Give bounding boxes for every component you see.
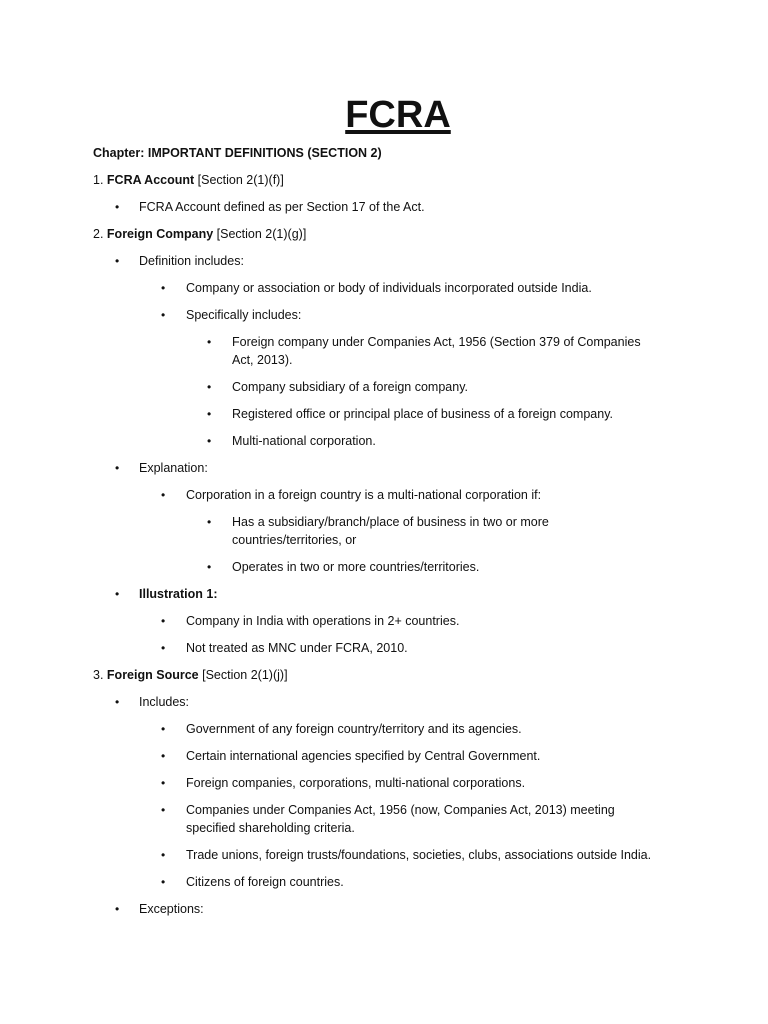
list-item: [93, 801, 636, 837]
list-item-text: Company subsidiary of a foreign company.: [232, 380, 468, 394]
bullet-icon: •: [115, 695, 120, 709]
document-page: [93, 92, 693, 927]
list-item: [93, 198, 693, 216]
list-item-text: Registered office or principal place of business of a foreign company.: [232, 407, 613, 421]
bullet-icon: •: [207, 335, 212, 349]
bullet-icon: •: [207, 407, 212, 421]
list-item-text: Certain international agencies specified by Central Government.: [186, 749, 541, 763]
list-item: [93, 306, 693, 324]
bullet-icon: •: [115, 587, 120, 601]
section-term: Foreign Company: [106, 227, 214, 241]
list-item: [93, 252, 693, 270]
list-item: [93, 513, 662, 549]
section-number: 1.: [93, 173, 104, 187]
list-item-text: Citizens of foreign countries.: [186, 875, 344, 889]
bullet-icon: •: [161, 614, 166, 628]
list-item: [93, 774, 693, 792]
list-item-text: Includes:: [139, 695, 190, 709]
list-item-text: Illustration 1:: [139, 587, 218, 601]
list-item: [93, 612, 693, 630]
bullet-icon: •: [115, 902, 120, 916]
list-item-text: Trade unions, foreign trusts/foundations, societies, clubs, associations outside India.: [186, 848, 652, 862]
list-item: [93, 432, 662, 450]
document-title: FCRA: [345, 94, 451, 136]
bullet-icon: •: [161, 308, 166, 322]
section-heading: [93, 171, 693, 189]
list-item: [93, 873, 693, 891]
list-item: [93, 639, 693, 657]
bullet-icon: •: [207, 380, 212, 394]
list-item-text: Exceptions:: [139, 902, 204, 916]
section-heading: [93, 225, 693, 243]
bullet-icon: •: [161, 281, 166, 295]
section-heading: [93, 666, 693, 684]
list-item-text: Operates in two or more countries/territories.: [232, 560, 480, 574]
list-item: [93, 459, 693, 477]
bullet-icon: •: [161, 488, 166, 502]
bullet-icon: •: [115, 254, 120, 268]
bullet-icon: •: [161, 722, 166, 736]
list-item-text: Company in India with operations in 2+ countries.: [186, 614, 460, 628]
list-item-text: Company or association or body of individuals incorporated outside India.: [186, 281, 592, 295]
list-item-text: Definition includes:: [139, 254, 244, 268]
list-item-text: Corporation in a foreign country is a multi-national corporation if:: [186, 488, 542, 502]
bullet-icon: •: [115, 461, 120, 475]
list-item-text: Government of any foreign country/territory and its agencies.: [186, 722, 522, 736]
list-item-text: Multi-national corporation.: [232, 434, 376, 448]
list-item-text: FCRA Account defined as per Section 17 of the Act.: [139, 200, 425, 214]
list-item-text: Foreign company under Companies Act, 1956 (Section 379 of Companies Act, 2013).: [232, 335, 641, 367]
bullet-icon: •: [115, 200, 120, 214]
section-number: 3.: [93, 668, 104, 682]
section-number: 2.: [93, 227, 104, 241]
bullet-icon: •: [207, 434, 212, 448]
list-item: [93, 585, 693, 603]
bullet-icon: •: [207, 515, 212, 529]
list-item: [93, 279, 693, 297]
list-item: [93, 333, 662, 369]
list-item-text: Companies under Companies Act, 1956 (now, Companies Act, 2013) meeting specified shareholding criteria.: [186, 803, 615, 835]
list-item-text: Specifically includes:: [186, 308, 302, 322]
list-item: [93, 846, 693, 864]
list-item: [93, 486, 693, 504]
bullet-icon: •: [161, 803, 166, 817]
list-item-text: Not treated as MNC under FCRA, 2010.: [186, 641, 408, 655]
section-ref: [Section 2(1)(g)]: [216, 227, 307, 241]
list-item: [93, 558, 662, 576]
list-item: [93, 747, 693, 765]
bullet-icon: •: [207, 560, 212, 574]
section-ref: [Section 2(1)(f)]: [197, 173, 284, 187]
chapter-heading: Chapter: IMPORTANT DEFINITIONS (SECTION 2): [93, 146, 382, 160]
list-item: [93, 693, 693, 711]
list-item: [93, 405, 662, 423]
bullet-icon: •: [161, 848, 166, 862]
section-term: Foreign Source: [106, 668, 199, 682]
list-item-text: Has a subsidiary/branch/place of business in two or more countries/territories, or: [232, 515, 549, 547]
bullet-icon: •: [161, 641, 166, 655]
bullet-icon: •: [161, 749, 166, 763]
list-item: [93, 900, 693, 918]
section-term: FCRA Account: [106, 173, 195, 187]
list-item: [93, 378, 662, 396]
section-ref: [Section 2(1)(j)]: [202, 668, 288, 682]
bullet-icon: •: [161, 875, 166, 889]
list-item-text: Explanation:: [139, 461, 208, 475]
list-item-text: Foreign companies, corporations, multi-national corporations.: [186, 776, 526, 790]
bullet-icon: •: [161, 776, 166, 790]
list-item: [93, 720, 693, 738]
